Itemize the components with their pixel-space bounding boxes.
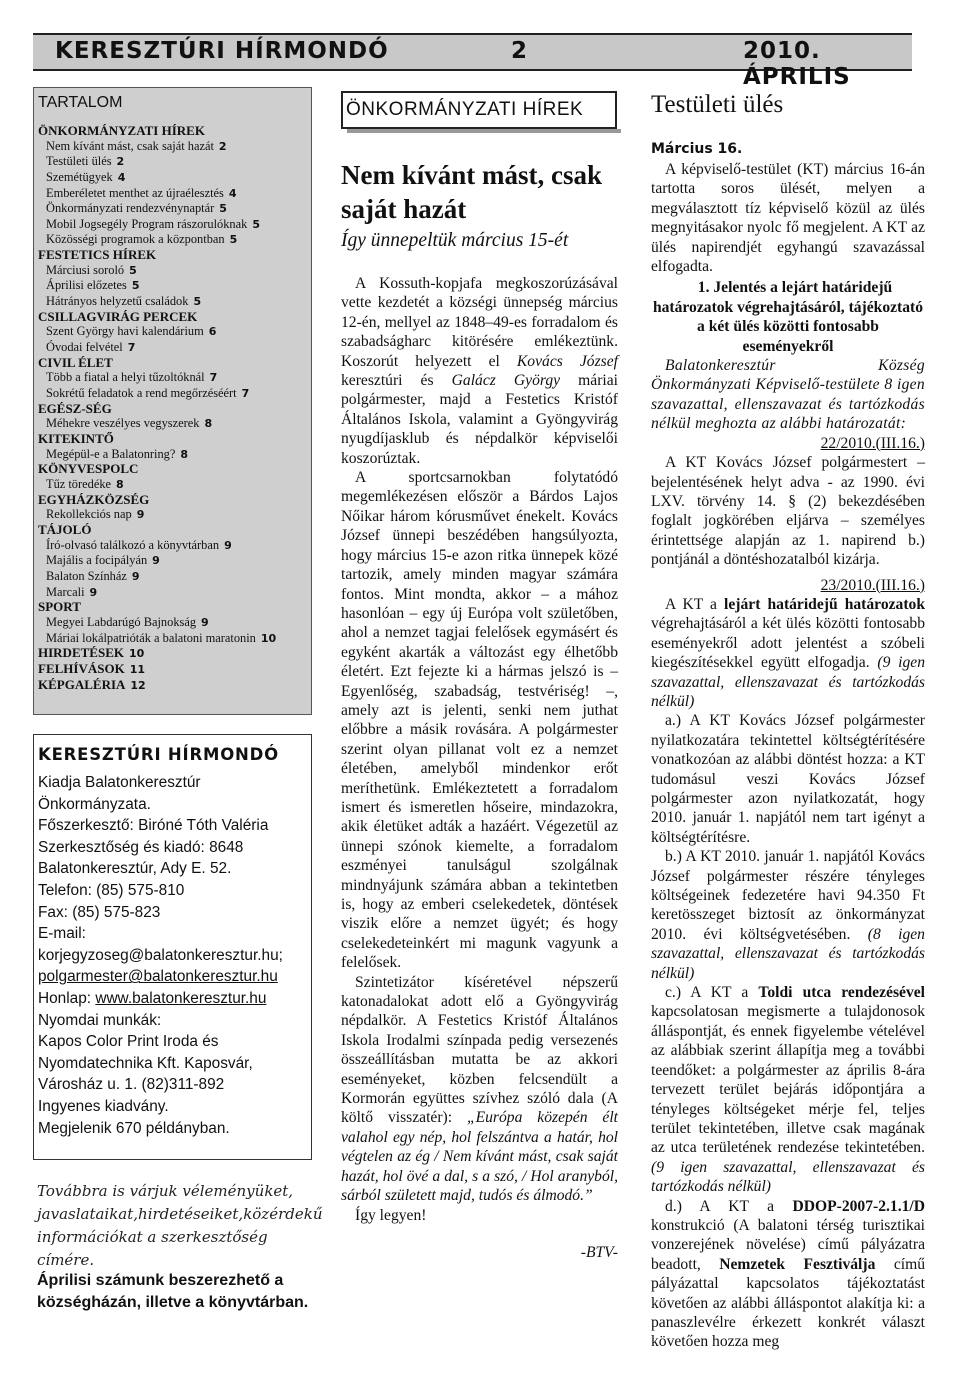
masthead [33, 33, 912, 90]
toc-entry-title: Marcali [46, 584, 85, 599]
toc-page-number: 5 [229, 233, 238, 247]
toc-entry-title: Író-olvasó találkozó a könyvtárban [46, 537, 220, 552]
toc-entry [38, 139, 307, 155]
toc-page-number: 8 [204, 417, 213, 431]
toc-entry [38, 201, 307, 217]
toc-entry [38, 370, 307, 386]
website-link[interactable]: www.balatonkeresztur.hu [95, 989, 267, 1007]
toc-entry [38, 615, 307, 631]
main-article [341, 158, 618, 1262]
toc-page-number: 5 [129, 263, 137, 277]
toc-entry-title: EGÉSZ-SÉG [38, 400, 112, 416]
impressum-line: Telefon: (85) 575-810 [38, 881, 185, 899]
meeting-report [651, 160, 925, 1352]
toc-entry-title: Hátrányos helyzetű családok [46, 293, 189, 308]
email-link[interactable]: polgarmester@balatonkeresztur.hu [38, 968, 278, 986]
toc-section-heading [38, 523, 307, 538]
meeting-paragraph: A KT a lejárt határidejű határozatok végrehajtásáról a két ülés közötti fontosabb eseményekről adott jelentést a szóbeli kiegészítésekkel együtt elfogadja. (9 igen szavazattal, ellenszavazat és tartózkodás nélkül) [651, 595, 925, 710]
toc-entry [38, 340, 307, 356]
section-header: ÖNKORMÁNYZATI HÍREK [341, 91, 617, 129]
call-for-contributions: Továbbra is várjuk véleményüket, javaslataikat,hirdetéseiket,közérdekű információkat a szerkesztőség címére. [37, 1182, 323, 1269]
website-label: Honlap: [38, 989, 96, 1007]
toc-page-number: 5 [193, 294, 202, 308]
toc-section-heading [38, 310, 307, 325]
toc-page-number: 2 [116, 155, 125, 169]
toc-page-number: 8 [180, 447, 189, 461]
website-line [38, 988, 307, 1010]
toc-entry [38, 585, 307, 601]
toc-page-number: 8 [116, 478, 124, 492]
toc-entry-title: Óvodai felvétel [46, 339, 123, 354]
toc-page-number: 10 [260, 631, 277, 645]
toc-entry-title: Máriai lokálpatrióták a balatoni maratonin [46, 630, 256, 645]
impressum-line: Nyomdai munkák: [38, 1011, 162, 1029]
impressum-line: Városház u. 1. (82)311-892 [38, 1076, 225, 1094]
issue-date: 2010. ÁPRILIS [743, 38, 851, 90]
toc-page-number: 5 [252, 217, 260, 231]
article-headline: Nem kívánt mást, csak saját hazát [341, 160, 602, 224]
toc-entry [38, 263, 307, 279]
toc-section-heading [38, 678, 307, 694]
agenda-item: 1. Jelentés a lejárt határidejű határozatok végrehajtásáról, tájékoztató a két ülés közötti fontosabb eseményekről [652, 279, 924, 355]
meeting-paragraph: c.) A KT a Toldi utca rendezésével kapcsolatosan megismerte a tulajdonosok álláspontját, és ennek figyelembe vételével az alábbiak szerint állapítja meg a további teendőket: a polgármester az április 8-ára tervezett terület bejárás időpontjára a tényleges költségeket mérje fel, teljes terület tekintetében, illetve csak magának az utca területének rendezése tekintetében. (9 igen szavazattal, ellenszavazat és tartózkodás nélkül) [651, 984, 925, 1196]
impressum-line: Önkormányzata. [38, 795, 151, 813]
printing-details [38, 1010, 307, 1140]
toc-entry-title: EGYHÁZKÖZSÉG [38, 491, 150, 507]
toc-entry-title: Mobil Jogsegély Program rászorulóknak [46, 216, 248, 231]
toc-page-number: 6 [208, 325, 217, 339]
availability-notice: Áprilisi számunk beszerezhető a községházán, illetve a könyvtárban. [37, 1272, 309, 1311]
toc-section-heading [38, 646, 307, 662]
impressum-title: KERESZTÚRI HÍRMONDÓ [38, 745, 279, 764]
article-paragraph: A sportcsarnokban folytatódó megemlékezésen először a Bárdos Lajos Nőikar három kórusművet énekelt. Kovács József ünnepi beszédében hangsúlyozta, hogy március 15-e azon ritka ünnepek közé tartozik, amely minden magyar számára fontos. Mint mondta, akkor – a mához hasonlóan – egy új Európa volt születőben, ahol a nemzet tagjai felelősek egymásért és egyként akarták a változást egy élhetőbb életért. Ezt fejezte ki a hármas jelszó is – Egyenlőség, szabadság, testvériség! –, amely azt is jelenti, senki nem juthat előbbre a másik rovására. A polgármester szerint olyan pillanat volt ez a nemzet életében, amelyből mindenkor erőt meríthetünk. Emlékeztetett a forradalom ismert és ismeretlen hőseire, mindazokra, akik életüket adták a hazáért. Végezetül az ünnepi szónok kiemelte, a forradalom eszményei tanulságul szolgálnak mindnyájunk számára abban a tekintetben is, hogy az emberi cselekedetek, döntések viszik előre a nemzet ügyét; és hogy cselekedeteinkért mi magunk vagyunk a felelősek. [341, 469, 618, 972]
toc-section-heading [38, 402, 307, 417]
impressum-line: Nyomdatechnika Kft. Kaposvár, [38, 1054, 253, 1072]
toc-entry-title: Balaton Színház [46, 569, 127, 584]
article-paragraph: A Kossuth-kopjafa megkoszorúzásával vette kezdetét a községi ünnepség március 12-én, mellyel az 1848–49-es forradalom és szabadságharc kitörésére emlékeztünk. Koszorút helyezett el Kovács József keresztúri és Galácz György máriai polgármester, majd a Festetics Kristóf Általános Iskola, valamint a Gyöngyvirág nyugdíjasklub és népdalkör képviselői koszorúztak. [341, 275, 619, 467]
impressum-line: Fax: (85) 575-823 [38, 903, 161, 921]
toc-section-heading [38, 662, 307, 678]
toc-section-heading [38, 124, 307, 139]
masthead-title: KERESZTÚRI HÍRMONDÓ [55, 38, 389, 64]
toc-page-number: 5 [131, 279, 140, 293]
toc-entry-title: HIRDETÉSEK [38, 645, 124, 661]
toc-entry [38, 569, 307, 585]
toc-list [38, 124, 307, 694]
toc-entry [38, 186, 307, 202]
impressum-line: Megjelenik 670 példányban. [38, 1119, 230, 1137]
toc-entry-title: Márciusi soroló [46, 262, 125, 277]
toc-entry [38, 324, 307, 340]
impressum-line: Szerkesztőség és kiadó: 8648 [38, 838, 244, 856]
toc-page-number: 4 [228, 186, 237, 200]
toc-entry-title: FELHÍVÁSOK [38, 661, 125, 677]
toc-title: TARTALOM [38, 94, 123, 111]
toc-entry-title: Szent György havi kalendárium [46, 324, 204, 339]
toc-entry [38, 386, 307, 402]
toc-entry [38, 232, 307, 248]
toc-entry-title: KITEKINTŐ [38, 430, 114, 446]
toc-page-number: 9 [201, 616, 209, 630]
meeting-paragraph: a.) A KT Kovács József polgármester nyilatkozatára tekintettel költségtérítésére vonatkozóan az alábbi döntést hozza: a KT tudomásul veszi Kovács József polgármester azon nyilatkozatát, hogy 2010. január 1. napjától nem tart igényt a költségtérítésre. [651, 712, 925, 846]
impressum-line: Főszerkesztő: Biróné Tóth Valéria [38, 817, 269, 835]
meeting-paragraph: b.) A KT 2010. január 1. napjától Kovács József polgármester részére tényleges költségeinek fedezetére havi 94.350 Ft keretösszeget biztosít az önkormányzat 2010. évi költségvetésében. (8 igen szavazattal, ellenszavazat és tartózkodás nélkül) [651, 848, 925, 982]
article-paragraph: Szintetizátor kíséretével népszerű katonadalokat adott elő a Gyöngyvirág népdalkör. A Festetics Kristóf Általános Iskola Irodalmi színpada pedig versezenés összeállításban mutatta be az akkori eseményeket, közben felcsendült a Kormorán együttes szívhez szóló dala (A költő visszatér): „Európa közepén élt valahol egy nép, hol felszántva a határ, hol végtelen az ég / Nem kívánt mást, csak saját hazát, hol övé a dal, s a szó, / Hol aranyból, sárból született majd, tudós és álmodó.” [341, 973, 618, 1205]
toc-page-number: 12 [130, 678, 146, 692]
article-body [341, 274, 618, 1262]
toc-entry-title: Szemétügyek [46, 169, 113, 184]
toc-page-number: 11 [129, 663, 145, 677]
impressum-line: Balatonkeresztúr, Ady E. 52. [38, 860, 232, 878]
toc-entry [38, 553, 307, 569]
toc-entry [38, 217, 307, 233]
impressum-details [38, 772, 307, 966]
toc-entry [38, 538, 307, 554]
toc-section-heading [38, 356, 307, 371]
impressum-line: Kiadja Balatonkeresztúr [38, 774, 201, 791]
impressum-line: Ingyenes kiadvány. [38, 1097, 169, 1115]
impressum-line: E-mail: [38, 925, 86, 943]
toc-entry-title: ÖNKORMÁNYZATI HÍREK [38, 123, 205, 138]
toc-page-number: 5 [219, 202, 227, 216]
toc-entry-title: KÉPGALÉRIA [38, 676, 126, 692]
toc-section-heading [38, 248, 307, 263]
toc-entry-title: Közösségi programok a központban [46, 232, 225, 247]
toc-page-number: 7 [127, 340, 136, 354]
toc-entry [38, 631, 307, 647]
toc-section-heading [38, 432, 307, 447]
toc-entry-title: SPORT [38, 599, 81, 615]
toc-entry [38, 507, 307, 523]
toc-entry-title: Majális a focipályán [46, 553, 148, 568]
meeting-body [651, 160, 925, 1352]
impressum [33, 734, 312, 1160]
toc-entry-title: Méhekre veszélyes vegyszerek [46, 416, 200, 431]
impressum-line: Kapos Color Print Iroda és [38, 1033, 219, 1051]
toc-entry [38, 447, 307, 463]
toc-entry-title: Emberéletet menthet az újraélesztés [46, 185, 224, 200]
toc-entry-title: Rekollekciós nap [46, 507, 132, 522]
resolution-number: 23/2010.(III.16.) [820, 576, 925, 594]
meeting-paragraph: A képviselő-testület (KT) március 16-án tartotta soros ülését, melyen a megválasztott tíz képviselő közül az ülés megnyitásakor nyolc fő megjelent. A KT az ülés napirendjét egyhangú szavazással elfogadta. [651, 161, 925, 276]
toc-entry-title: Önkormányzati rendezvénynaptár [46, 201, 215, 216]
toc-entry-title: KÖNYVESPOLC [38, 461, 139, 477]
toc-entry [38, 416, 307, 432]
toc-entry-title: Nem kívánt mást, csak saját hazát [46, 138, 214, 153]
resolution-number: 22/2010.(III.16.) [820, 434, 925, 452]
toc-page-number: 9 [131, 570, 140, 584]
toc-entry-title: Áprilisi előzetes [46, 278, 127, 293]
toc-entry-title: Testületi ülés [46, 154, 112, 169]
toc-page-number: 7 [241, 386, 250, 400]
toc-entry-title: TÁJOLÓ [38, 522, 92, 538]
toc-page-number: 9 [89, 585, 98, 599]
toc-entry-title: Tűz töredéke [46, 477, 112, 492]
toc-page-number: 2 [218, 139, 227, 153]
toc-entry [38, 170, 307, 186]
toc-page-number: 9 [152, 554, 160, 568]
toc-page-number: 7 [209, 371, 218, 385]
toc-entry-title: FESTETICS HÍREK [38, 246, 157, 262]
author-signature: -BTV- [580, 1243, 618, 1261]
toc-entry-title: Több a fiatal a helyi tűzoltóknál [46, 370, 205, 385]
toc-entry-title: CIVIL ÉLET [38, 354, 113, 370]
table-of-contents [33, 87, 312, 715]
toc-entry [38, 278, 307, 294]
toc-section-heading [38, 462, 307, 477]
toc-page-number: 10 [128, 647, 145, 661]
meeting-heading: Testületi ülés [651, 91, 784, 118]
toc-section-heading [38, 600, 307, 615]
toc-section-heading [38, 493, 307, 508]
toc-entry [38, 154, 307, 170]
toc-entry [38, 294, 307, 310]
article-subheadline: Így ünnepeltük március 15-ét [341, 230, 569, 251]
meeting-paragraph: d.) A KT a DDOP-2007-2.1.1/D konstrukció (A balatoni térség turisztikai vonzerejének növelése) című pályázatra beadott, Nemzetek Fesztiválja című pályázattal kapcsolatos tájékoztatást követően az alábbi álláspontot alakítja ki: a panaszlevélre érkezett konkrét választ követően hozza meg [651, 1197, 925, 1351]
article-paragraph: Így legyen! [355, 1206, 427, 1224]
toc-entry-title: Megépül-e a Balatonring? [46, 446, 176, 461]
meeting-date: Március 16. [651, 141, 743, 157]
toc-page-number: 9 [224, 538, 232, 552]
toc-entry-title: Sokrétű feladatok a rend megőrzéséért [46, 385, 237, 400]
toc-page-number: 4 [117, 170, 126, 184]
toc-entry [38, 477, 307, 493]
page-number: 2 [511, 38, 529, 64]
resolution-intro: Balatonkeresztúr Község Önkormányzati Képviselő-testülete 8 igen szavazattal, ellenszavazat és tartózkodás nélkül meghozta az alábbi határozatát: [651, 357, 925, 433]
impressum-line: korjegyzoseg@balatonkeresztur.hu; [38, 946, 283, 964]
toc-page-number: 9 [136, 508, 145, 522]
toc-entry-title: Megyei Labdarúgó Bajnokság [46, 615, 197, 630]
toc-entry-title: CSILLAGVIRÁG PERCEK [38, 308, 198, 324]
meeting-paragraph: A KT Kovács József polgármestert – bejelentésének helyt adva - az 1990. évi LXV. törvény 14. § (2) bekezdésében foglalt jogkörében eljárva – személyes érintettsége alapján az 1. napirend b.) pontjánál a döntéshozatalból kizárja. [651, 454, 925, 569]
